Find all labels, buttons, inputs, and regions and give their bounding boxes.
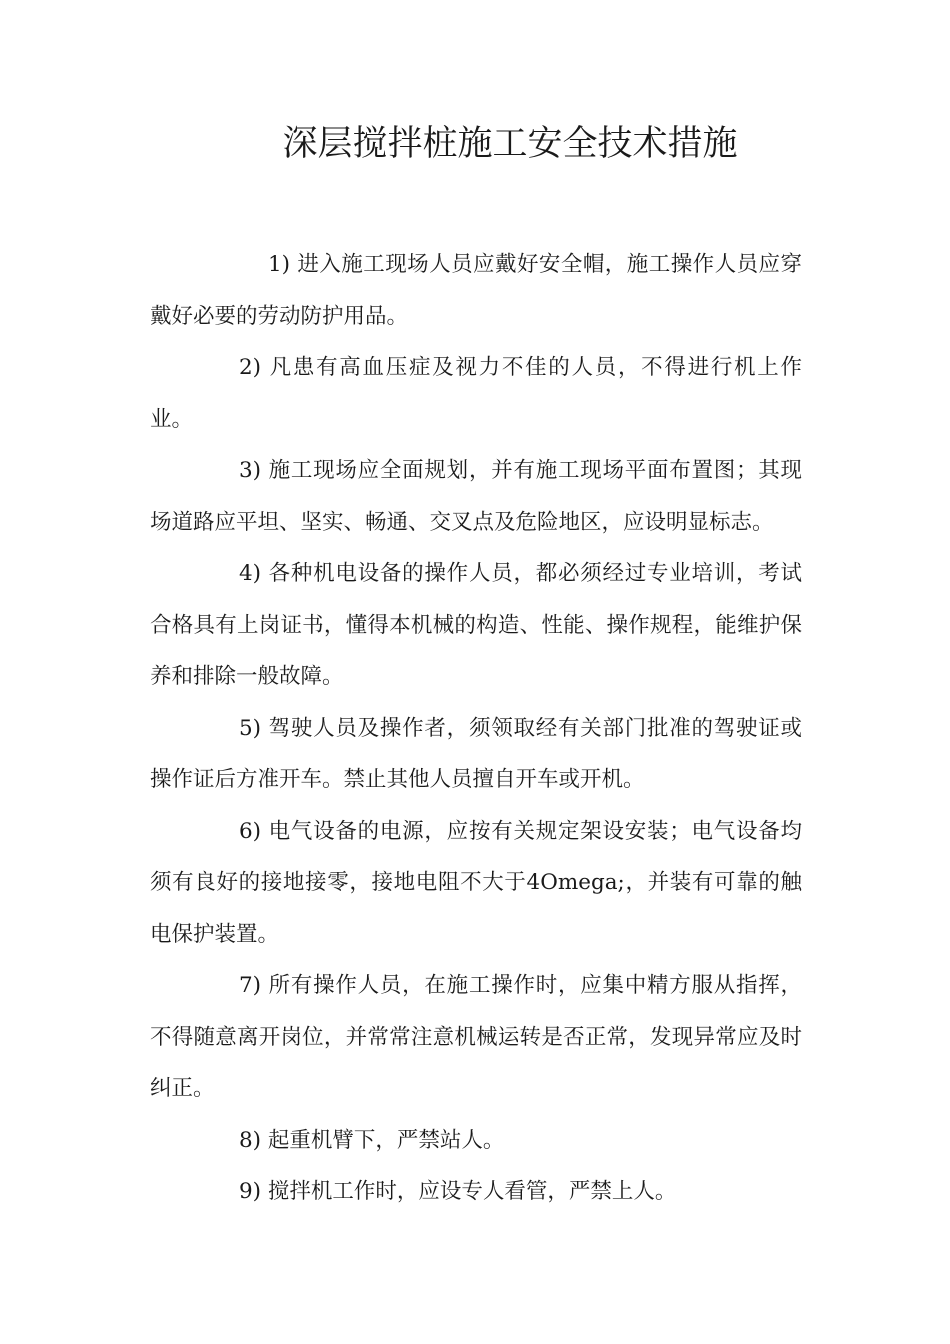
paragraph-8: 8) 起重机臂下，严禁站人。 [239,1127,505,1153]
paragraph-4: 4) 各种机电设备的操作人员，都必须经过专业培训，考试合格具有上岗证书，懂得本机械的构造、性能、操作规程，能维护保养和排除一般故障。 [150,561,802,689]
paragraph-5: 5) 驾驶人员及操作者，须领取经有关部门批准的驾驶证或操作证后方准开车。禁止其他人员擅自开车或开机。 [150,715,802,792]
paragraph-7: 7) 所有操作人员，在施工操作时，应集中精方服从指挥，不得随意离开岗位，并常常注意机械运转是否正常，发现异常应及时纠正。 [150,973,802,1101]
paragraph-1: 1) 进入施工现场人员应戴好安全帽，施工操作人员应穿戴好必要的劳动防护用品。 [150,252,802,329]
paragraph-3: 3) 施工现场应全面规划，并有施工现场平面布置图；其现场道路应平坦、坚实、畅通、交叉点及危险地区，应设明显标志。 [150,458,802,535]
paragraph-9: 9) 搅拌机工作时，应设专人看管，严禁上人。 [239,1179,677,1204]
paragraph-2: 2) 凡患有高血压症及视力不佳的人员，不得进行机上作业。 [150,355,802,432]
document-title: 深层搅拌桩施工安全技术措施 [282,124,738,164]
paragraph-6: 6) 电气设备的电源，应按有关规定架设安装；电气设备均须有良好的接地接零，接地电阻不大于4Omega;，并装有可靠的触电保护装置。 [150,818,802,947]
document-body [150,239,802,1218]
